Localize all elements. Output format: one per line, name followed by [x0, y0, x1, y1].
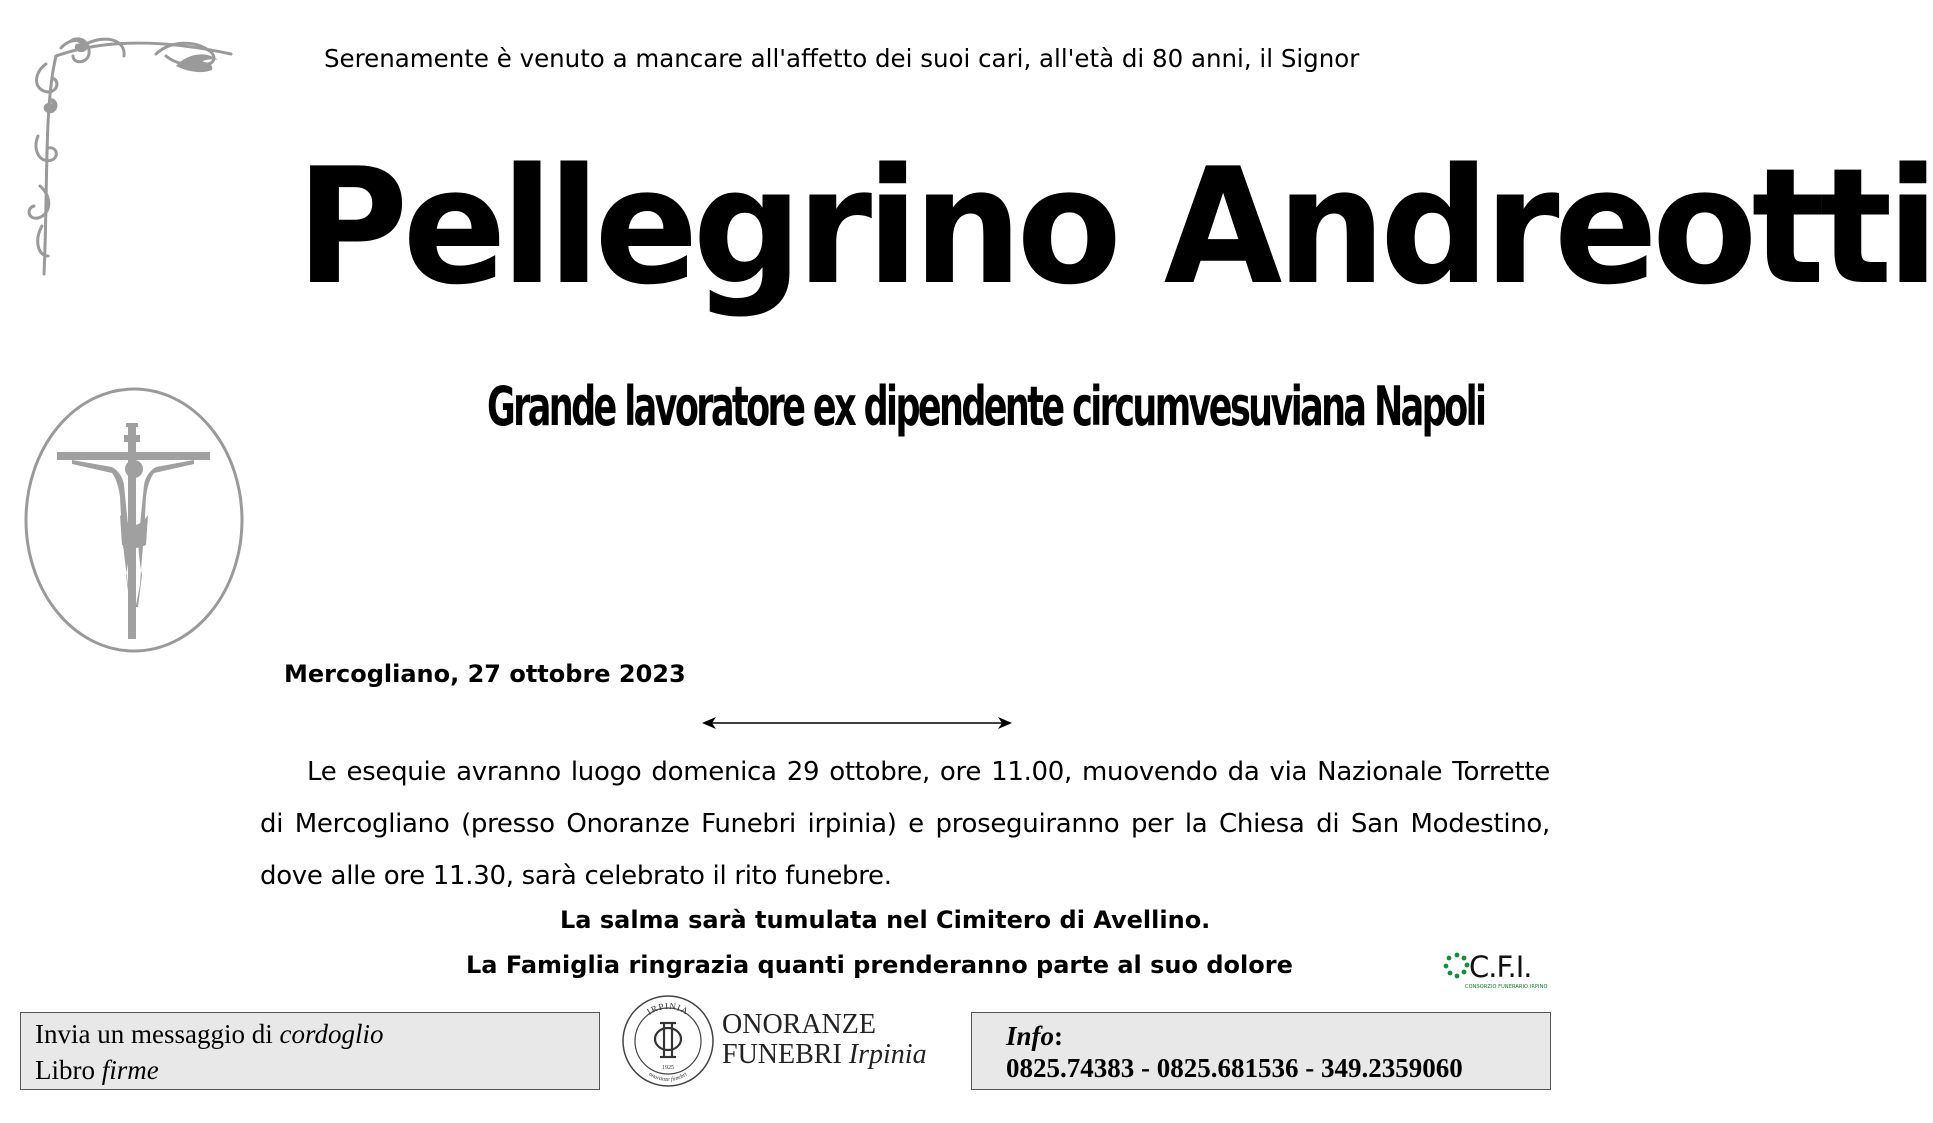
corner-ornament — [26, 26, 236, 281]
guestbook-link[interactable] — [35, 1055, 159, 1086]
seal-top-text: IRPINIA — [644, 1000, 691, 1017]
cfi-logo — [1443, 950, 1548, 996]
seal-bottom-text: onoranze funebri — [647, 1071, 689, 1084]
place-and-date: Mercogliano, 27 ottobre 2023 — [284, 660, 686, 688]
cfi-logo-subtext: CONSORZIO FUNERARIO IRPINO — [1465, 984, 1548, 990]
double-arrow-divider — [702, 714, 1012, 732]
seal-year: 1925 — [662, 1065, 674, 1071]
cfi-dots-icon — [1443, 952, 1471, 980]
info-colon: : — [1054, 1021, 1064, 1051]
intro-text: Serenamente è venuto a mancare all'affetto dei suoi cari, all'età di 80 anni, il Signor — [324, 44, 1360, 73]
company-name-line2 — [722, 1040, 927, 1070]
family-thanks: La Famiglia ringrazia quanti prenderanno parte al suo dolore — [466, 951, 1293, 979]
info-label — [1006, 1021, 1063, 1052]
company-irpinia: Irpinia — [848, 1039, 927, 1070]
condolence-word: cordoglio — [279, 1019, 384, 1049]
info-box — [971, 1012, 1551, 1090]
company-funebri: FUNEBRI — [722, 1039, 849, 1070]
condolence-prefix: Invia un messaggio di — [35, 1019, 280, 1049]
phone-numbers[interactable]: 0825.74383 - 0825.681536 - 349.2359060 — [1006, 1053, 1463, 1083]
guestbook-prefix: Libro — [35, 1055, 102, 1085]
company-name — [722, 1010, 927, 1070]
send-condolence-link[interactable] — [35, 1019, 383, 1050]
company-name-line1: ONORANZE — [722, 1009, 876, 1040]
burial-notice: La salma sarà tumulata nel Cimitero di Avellino. — [560, 906, 1211, 934]
guestbook-word: firme — [101, 1055, 159, 1085]
company-seal-logo — [620, 993, 716, 1089]
deceased-description: Grande lavoratore ex dipendente circumvesuviana Napoli — [487, 375, 1485, 438]
info-label-text: Info — [1006, 1021, 1055, 1051]
deceased-name: Pellegrino Andreotti — [296, 133, 1933, 320]
cfi-logo-text: C.F.I. — [1469, 950, 1532, 984]
condolence-box[interactable] — [20, 1012, 600, 1090]
crucifix-icon — [22, 385, 247, 657]
funeral-details: Le esequie avranno luogo domenica 29 ottobre, ore 11.00, muovendo da via Nazionale Torrette di Mercogliano (presso Onoranze Funebri irpinia) e proseguiranno per la Chiesa di San Modestino, dove alle ore 11.30, sarà celebrato il rito funebre. — [260, 757, 1550, 891]
